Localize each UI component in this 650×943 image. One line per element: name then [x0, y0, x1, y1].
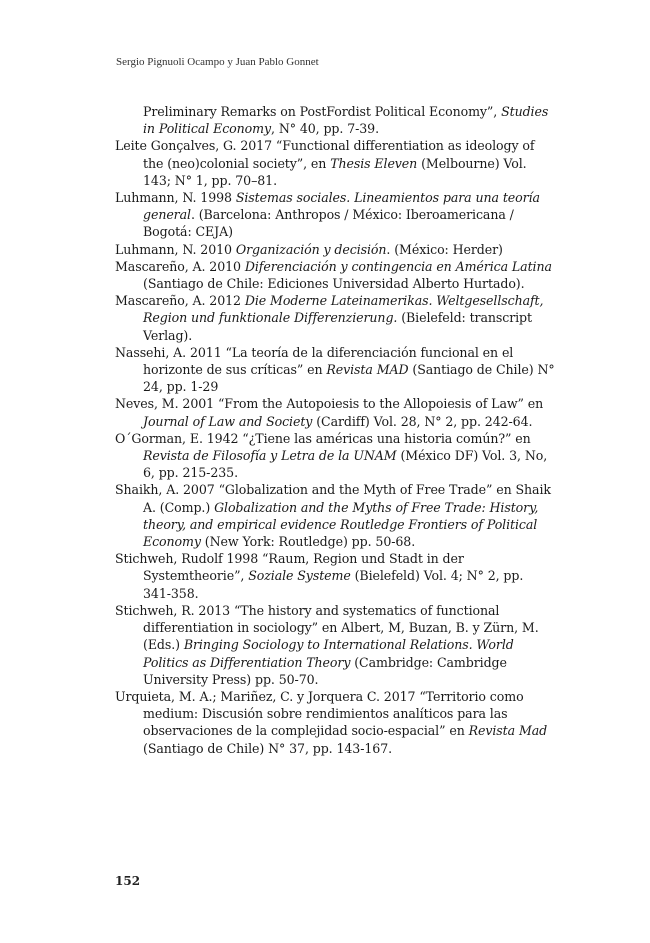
- reference-text: (Bielefeld) Vol. 4; N° 2, pp. 341-358.: [143, 568, 524, 601]
- reference-entry: [115, 344, 555, 396]
- reference-title-italic: Globalization and the Myths of Free Trade: History, theory, and empirical evidence Routledge Frontiers of Political Economy: [143, 499, 539, 550]
- reference-text: (Cambridge: Cambridge University Press) pp. 50-70.: [143, 654, 507, 687]
- reference-title-italic: Revista de Filosofía y Letra de la UNAM: [143, 448, 397, 464]
- reference-text: (México DF) Vol. 3, No, 6, pp. 215-235.: [143, 448, 548, 481]
- reference-text: (Cardiff) Vol. 28, N° 2, pp. 242-64.: [312, 413, 533, 429]
- reference-text: (New York: Routledge) pp. 50-68.: [200, 534, 416, 550]
- reference-title-italic: Sistemas sociales. Lineamientos para una teoría general: [143, 190, 540, 223]
- reference-title-italic: Revista MAD: [326, 362, 409, 378]
- reference-text: (Bielefeld: transcript Verlag).: [143, 310, 532, 343]
- reference-text: (Santiago de Chile: Ediciones Universidad Alberto Hurtado).: [143, 276, 525, 292]
- reference-text: (Santiago de Chile) N° 37, pp. 143-167.: [143, 740, 393, 756]
- reference-entry: [115, 395, 555, 429]
- reference-title-italic: Thesis Eleven: [330, 155, 418, 171]
- reference-text: Shaikh, A. 2007 “Globalization and the Myth of Free Trade” en Shaik A. (Comp.): [115, 482, 551, 515]
- reference-title-italic: Revista Mad: [468, 723, 548, 739]
- reference-text: Mascareño, A. 2010: [115, 258, 245, 274]
- reference-entry: [115, 137, 555, 189]
- reference-text: O´Gorman, E. 1942 “¿Tiene las américas una historia común?” en: [115, 430, 531, 446]
- reference-text: Neves, M. 2001 “From the Autopoiesis to the Allopoiesis of Law” en: [115, 396, 544, 412]
- reference-entry: [115, 241, 555, 258]
- page-number: 152: [115, 874, 141, 888]
- reference-text: . (México: Herder): [386, 241, 503, 257]
- reference-list: [115, 103, 555, 757]
- reference-title-italic: Diferenciación y contingencia en América Latina: [244, 258, 552, 274]
- reference-text: Luhmann, N. 1998: [115, 190, 236, 206]
- reference-text: Mascareño, A. 2012: [115, 293, 245, 309]
- reference-text: . (Barcelona: Anthropos / México: Iberoamericana / Bogotá: CEJA): [143, 207, 514, 240]
- reference-text: Urquieta, M. A.; Mariñez, C. y Jorquera C. 2017 “Territorio como medium: Discusión sobre rendimientos analíticos para las observaciones de la complejidad socio-espacial” en: [115, 688, 524, 739]
- reference-text: Nassehi, A. 2011 “La teoría de la diferenciación funcional en el horizonte de sus críticas” en: [115, 344, 514, 378]
- reference-title-italic: Studies in Political Economy: [143, 104, 549, 137]
- reference-text: (Santiago de Chile) N° 24, pp. 1-29: [143, 362, 555, 395]
- reference-text: Leite Gonçalves, G. 2017 “Functional differentiation as ideology of the (neo)colonial society”, en: [115, 138, 535, 171]
- reference-entry-continued: [115, 103, 555, 137]
- reference-entry: [115, 189, 555, 241]
- reference-entry: [115, 550, 555, 602]
- reference-entry: [115, 430, 555, 482]
- reference-text: Stichweh, R. 2013 “The history and systematics of functional differentiation in sociology” en Albert, M, Buzan, B. y Zürn, M. (Eds.): [115, 602, 539, 653]
- reference-title-italic: Journal of Law and Society: [143, 413, 313, 429]
- reference-text: Preliminary Remarks on PostFordist Political Economy”,: [143, 104, 502, 119]
- reference-text: , N° 40, pp. 7-39.: [271, 121, 379, 137]
- reference-text: Stichweh, Rudolf 1998 “Raum, Region und Stadt in der Systemtheorie”,: [115, 551, 464, 584]
- reference-entry: [115, 602, 555, 688]
- reference-title-italic: Die Moderne Lateinamerikas. Weltgesellschaft, Region und funktionale Differenzierung.: [143, 293, 544, 326]
- reference-title-italic: Organización y decisión: [235, 241, 387, 257]
- reference-title-italic: Bringing Sociology to International Relations. World Politics as Differentiation Theory: [143, 637, 514, 670]
- reference-entry: [115, 258, 555, 292]
- reference-entry: [115, 688, 555, 757]
- reference-entry: [115, 292, 555, 344]
- reference-entry: [115, 481, 555, 550]
- reference-text: (Melbourne) Vol. 143; N° 1, pp. 70–81.: [143, 155, 527, 188]
- running-header: Sergio Pignuoli Ocampo y Juan Pablo Gonnet: [116, 56, 319, 68]
- reference-title-italic: Soziale Systeme: [248, 568, 351, 584]
- reference-text: Luhmann, N. 2010: [115, 241, 236, 257]
